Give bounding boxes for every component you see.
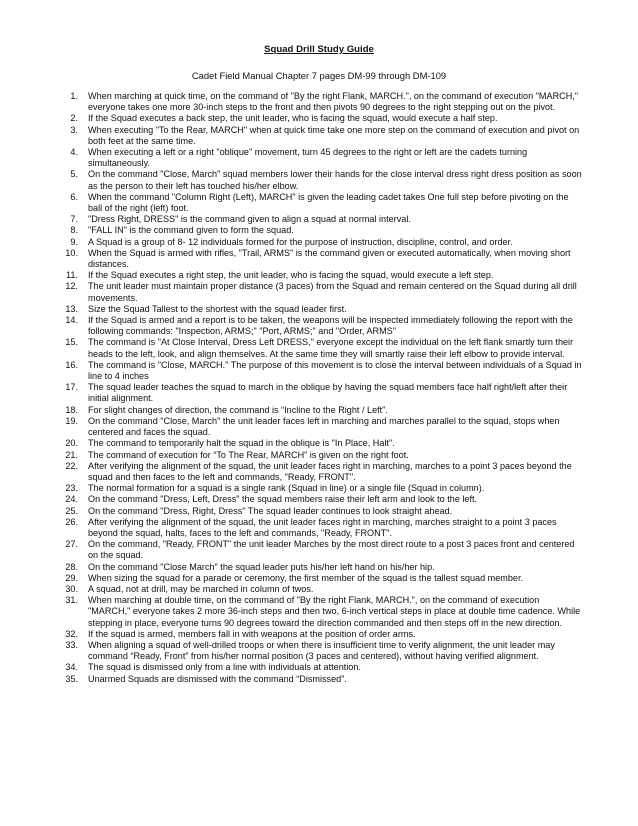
item-text: The command of execution for “To The Rear, MARCH” is given on the right foot. [88,449,409,460]
item-number: 16. [65,359,78,370]
study-guide-list [0,91,638,685]
item-number: 5. [70,169,78,180]
item-number: 34. [65,662,78,673]
item-text: The squad leader teaches the squad to march in the oblique by having the squad members face half right/left after their initial alignment. [88,382,568,404]
item-number: 6. [70,191,78,202]
item-text: The normal formation for a squad is a single rank (Squad in line) or a single file (Squad in column). [88,483,485,494]
item-text: When sizing the squad for a parade or ceremony, the first member of the squad is the tallest squad member. [88,572,524,583]
item-number: 18. [65,404,78,415]
document-subtitle: Cadet Field Manual Chapter 7 pages DM-99 through DM-109 [191,70,447,81]
list-item [0,438,638,449]
item-number: 11. [66,270,78,281]
list-item [0,360,638,382]
list-item [0,337,638,359]
list-item [0,450,638,461]
item-number: 23. [65,483,78,494]
item-text: If the squad is armed, members fall in with weapons at the position of order arms. [88,628,416,639]
list-item [0,270,638,281]
item-number: 1. [70,91,78,101]
item-text: The squad is dismissed only from a line with individuals at attention. [88,662,361,673]
item-number: 26. [65,516,78,527]
list-item [0,248,638,270]
item-number: 19. [65,415,78,426]
item-text: The unit leader must maintain proper distance (3 paces) from the Squad and remain centered on the Squad during all drill movements. [88,281,577,303]
item-text: On the command "Close, March" the unit leader faces left in marching and marches parallel to the squad, stops when centered and faces the squad. [88,415,560,438]
item-text: On the command "Dress, Right, Dress" The squad leader continues to look straight ahead. [88,505,453,516]
item-text: "Dress Right, DRESS" is the command given to align a squad at normal interval. [88,214,411,225]
item-number: 22. [65,460,78,471]
document-title: Squad Drill Study Guide [264,44,374,55]
list-item [0,629,638,640]
item-text: If the Squad executes a back step, the unit leader, who is facing the squad, would execute a half step. [88,113,498,124]
item-text: For slight changes of direction, the command is “Incline to the Right / Left”. [88,404,388,415]
list-item [0,539,638,561]
item-number: 14. [65,315,78,326]
item-number: 17. [65,382,78,393]
item-number: 13. [65,303,78,314]
list-item [0,304,638,315]
item-text: After verifying the alignment of the squad, the unit leader faces right in marching, marches to a point 3 paces beyond the squad and then faces to the left and commands, "Ready, FRONT". [88,460,572,482]
list-item [0,147,638,169]
list-item [0,494,638,505]
item-number: 9. [70,236,78,247]
list-item [0,113,638,124]
item-text: The command is "Close, MARCH." The purpose of this movement is to close the interval between individuals of a Squad in line to 4 inches [88,359,582,382]
item-text: On the command, "Ready, FRONT" the unit leader Marches by the most direct route to a post 3 paces front and centered on the squad. [88,539,575,561]
list-item [0,169,638,191]
item-text: A squad, not at drill, may be marched in column of twos. [88,583,314,594]
list-item [0,461,638,483]
list-item [0,91,638,113]
item-number: 33. [65,639,78,650]
item-number: 10. [65,247,78,258]
item-text: On the command "Close, March" squad members lower their hands for the close interval dress right dress position as soon as the person to their left has touched his/her elbow. [88,169,582,191]
list-item [0,125,638,147]
item-number: 7. [70,214,78,225]
item-number: 25. [65,505,78,516]
item-number: 2. [70,113,78,124]
list-item [0,584,638,595]
list-item [0,315,638,337]
list-item [0,640,638,662]
item-text: After verifying the alignment of the squad, the unit leader faces right in marching, marches straight to a point 3 paces beyond the squad, halts, faces to the left and commands, "Ready, FRONT". [88,516,557,538]
item-text: When the command "Column Right (Left), MARCH" is given the leading cadet takes One full step before pivoting on the ball of the right (left) foot. [88,191,569,214]
item-text: A Squad is a group of 8- 12 individuals formed for the purpose of instruction, discipline, control, and order. [88,236,513,247]
item-number: 27. [65,539,78,550]
item-text: If the Squad executes a right step, the unit leader, who is facing the squad, would execute a left step. [88,270,494,281]
item-text: "FALL IN" is the command given to form the squad. [88,225,294,236]
item-text: When marching at double time, on the command of "By the right Flank, MARCH.", on the command of execution "MARCH," everyone takes 2 more 36-inch steps and then two, 6-inch vertical steps in place at double time cadence. While stepping in place, everyone turns 90 degrees toward the direction commanded and then steps off in the new direction. [88,595,581,628]
item-text: On the command "Dress, Left, Dress" the squad members raise their left arm and look to the left. [88,494,478,505]
list-item [0,662,638,673]
list-item [0,595,638,629]
item-number: 30. [65,583,78,594]
item-text: When marching at quick time, on the command of "By the right Flank, MARCH.", on the command of execution "MARCH," everyone takes one more 30-inch steps to the front and then pivots 90 degrees to the right stepping out on the pivot. [88,91,579,113]
item-text: The command is "At Close Interval, Dress Left DRESS," everyone except the individual on the left flank smartly turn their heads to the left, look, and align themselves. At the same time they will smartly raise their left elbow to provide interval. [88,337,574,359]
item-number: 20. [65,438,78,449]
item-text: If the Squad is armed and a report is to be taken, the weapons will be inspected immediately following the report with the following commands: "Inspection, ARMS;" "Port, ARMS;" and "Order, ARMS" [88,315,573,337]
list-item [0,405,638,416]
list-item [0,674,638,685]
item-number: 12. [65,281,78,292]
list-item [0,382,638,404]
item-number: 8. [70,225,78,236]
item-number: 4. [70,147,78,158]
item-text: When aligning a squad of well-drilled troops or when there is insufficient time to verify alignment, the unit leader may command “Ready, Front” from his/her normal position (3 paces and centered), without having verified alignment. [88,639,555,662]
list-item [0,214,638,225]
list-item [0,562,638,573]
item-number: 3. [70,124,78,135]
item-text: When executing a left or a right "oblique" movement, turn 45 degrees to the right or left are the cadets turning simultaneously. [88,147,528,169]
item-number: 15. [65,337,78,348]
list-item [0,192,638,214]
item-number: 24. [65,494,78,505]
list-item [0,237,638,248]
item-text: On the command "Close March" the squad leader puts his/her left hand on his/her hip. [88,561,435,572]
item-number: 21. [65,449,78,460]
item-text: Unarmed Squads are dismissed with the command “Dismissed”. [88,673,347,684]
item-number: 35. [65,673,78,684]
item-text: Size the Squad Tallest to the shortest with the squad leader first. [88,303,347,314]
list-item [0,416,638,438]
list-item [0,573,638,584]
list-item [0,506,638,517]
item-text: When executing "To the Rear, MARCH" when at quick time take one more step on the command of execution and pivot on both feet at the same time. [88,124,580,146]
list-item [0,281,638,303]
list-item [0,483,638,494]
item-number: 32. [65,628,78,639]
item-text: When the Squad is armed with rifles, "Trail, ARMS" is the command given or executed automatically, when moving short distances. [88,247,571,270]
list-item [0,517,638,539]
item-number: 31. [65,595,78,606]
item-number: 28. [65,561,78,572]
item-number: 29. [65,572,78,583]
item-text: The command to temporarily halt the squad in the oblique is "In Place, Halt". [88,438,395,449]
list-item [0,225,638,236]
